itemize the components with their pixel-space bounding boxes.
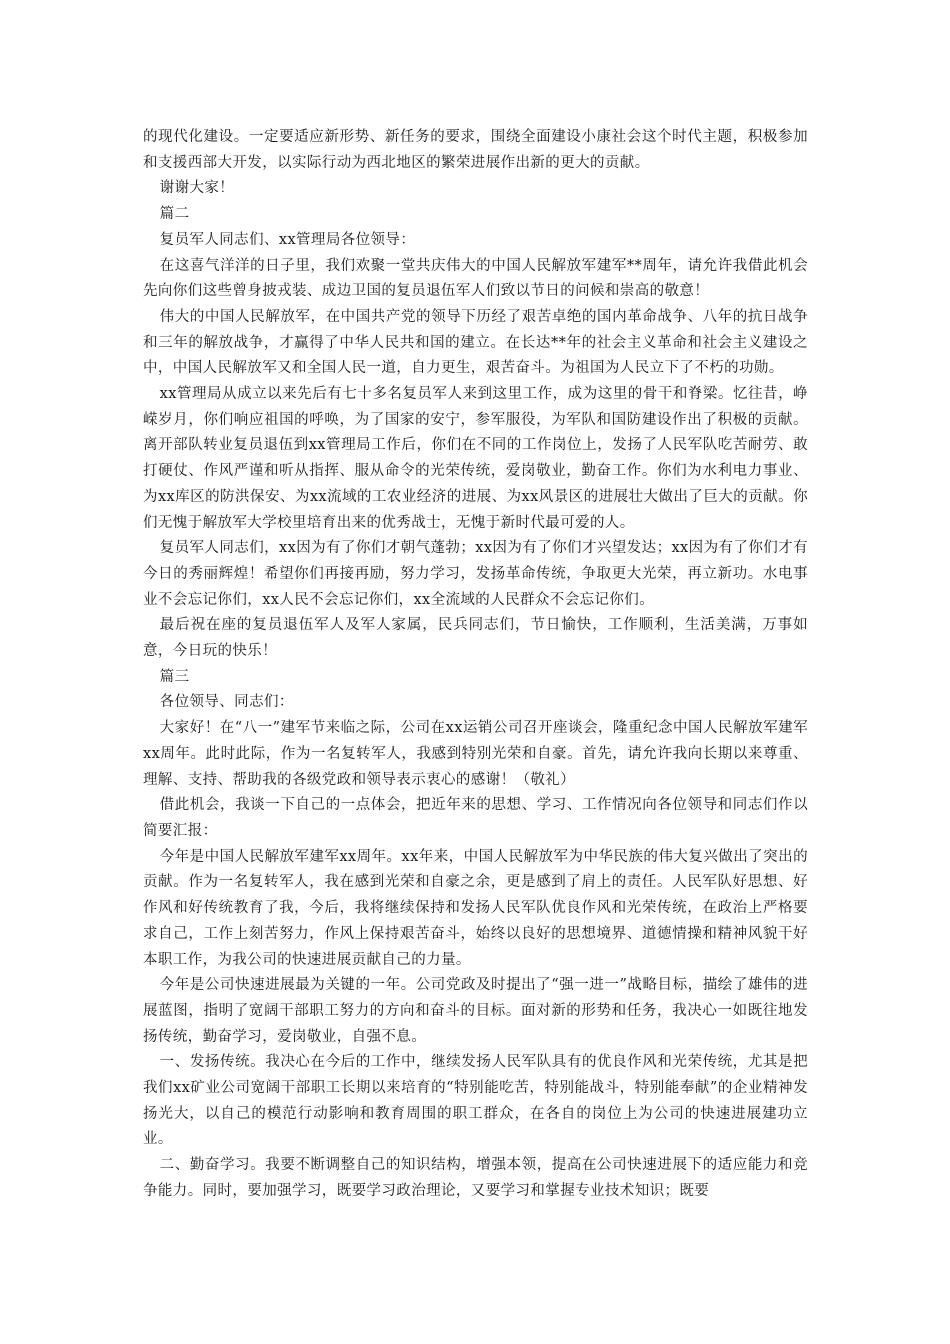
paragraph-4: 复员军人同志们、xx管理局各位领导： [159,231,416,248]
section-heading-part-3: 篇三 [159,668,190,685]
paragraph-9: 最后祝在座的复员退伍军人及军人家属，民兵同志们，节日愉快，工作顺利，生活美满，万事如意，今日玩的快乐！ [143,617,808,660]
paragraph-8: 复员军人同志们，xx因为有了你们才朝气蓬勃；xx因为有了你们才兴望发达；xx因为有了你们才有今日的秀丽辉煌！希望你们再接再励，努力学习，发扬革命传统，争取更大光荣，再立新功。水电事业不会忘记你们，xx人民不会忘记你们，xx全流域的人民群众不会忘记你们。 [143,540,808,608]
paragraph-5: 在这喜气洋洋的日子里，我们欢聚一堂共庆伟大的中国人民解放军建军**周年，请允许我借此机会先向你们这些曾身披戎装、成边卫国的复员退伍军人们致以节日的问候和崇高的敬意！ [143,257,808,300]
paragraph-12: 大家好！在“八一”建军节来临之际，公司在xx运销公司召开座谈会，隆重纪念中国人民解放军建军xx周年。此时此际，作为一名复转军人，我感到特别光荣和自豪。首先，请允许我向长期以来尊重、理解、支持、帮助我的各级党政和领导表示衷心的感谢！（敬礼） [143,720,808,788]
paragraph-1: 的现代化建设。一定要适应新形势、新任务的要求，围绕全面建设小康社会这个时代主题，积极参加和支援西部大开发，以实际行动为西北地区的繁荣进展作出新的更大的贡献。 [143,129,808,171]
paragraph-7: xx管理局从成立以来先后有七十多名复员军人来到这里工作，成为这里的骨干和脊梁。忆往昔，峥嵘岁月，你们响应祖国的呼唤，为了国家的安宁，参军服役，为军队和国防建设作出了积极的贡献。离开部队转业复员退伍到xx管理局工作后，你们在不同的工作岗位上，发扬了人民军队吃苦耐劳、敢打硬仗、作风严谨和听从指挥、服从命令的光荣传统，爱岗敬业，勤奋工作。你们为水利电力事业、为xx库区的防洪保安、为xx流域的工农业经济的进展、为xx风景区的进展壮大做出了巨大的贡献。你们无愧于解放军大学校里培育出来的优秀战士，无愧于新时代最可爱的人。 [143,386,808,531]
paragraph-2: 谢谢大家！ [159,180,235,197]
paragraph-15: 今年是公司快速进展最为关键的一年。公司党政及时提出了“强一进一”战略目标，描绘了雄伟的进展蓝图，指明了宽阔干部职工努力的方向和奋斗的目标。面对新的形势和任务，我决心一如既往地发扬传统，勤奋学习，爱岗敬业，自强不息。 [143,977,808,1045]
section-heading-part-2: 篇二 [159,206,190,223]
paragraph-11: 各位领导、同志们： [159,694,294,711]
paragraph-17: 二、勤奋学习。我要不断调整自己的知识结构，增强本领，提高在公司快速进展下的适应能力和竞争能力。同时，要加强学习，既要学习政治理论，又要学习和掌握专业技术知识；既要 [143,1157,808,1199]
paragraph-6: 伟大的中国人民解放军，在中国共产党的领导下历经了艰苦卓绝的国内革命战争、八年的抗日战争和三年的解放战争，才赢得了中华人民共和国的建立。在长达**年的社会主义革命和社会主义建设之中，中国人民解放军又和全国人民一道，自力更生，艰苦奋斗。为祖国为人民立下了不朽的功勋。 [143,308,808,377]
paragraph-16: 一、发扬传统。我决心在今后的工作中，继续发扬人民军队具有的优良作风和光荣传统，尤其是把我们xx矿业公司宽阔干部职工长期以来培育的“特别能吃苦，特别能战斗，特别能奉献”的企业精神发扬光大，以自己的模范行动影响和教育周围的职工群众，在各自的岗位上为公司的快速进展建功立业。 [143,1054,808,1148]
paragraph-14: 今年是中国人民解放军建军xx周年。xx年来，中国人民解放军为中华民族的伟大复兴做出了突出的贡献。作为一名复转军人，我在感到光荣和自豪之余，更是感到了肩上的责任。人民军队好思想、好作风和好传统教育了我，今后，我将继续保持和发扬人民军队优良作风和光荣传统，在政治上严格要求自己，工作上刻苦努力，作风上保持艰苦奋斗，始终以良好的思想境界、道德情操和精神风貌干好本职工作，为我公司的快速进展贡献自己的力量。 [143,848,808,968]
paragraph-13: 借此机会，我谈一下自己的一点体会，把近年来的思想、学习、工作情况向各位领导和同志们作以简要汇报： [143,797,808,839]
document-body [143,125,808,1205]
